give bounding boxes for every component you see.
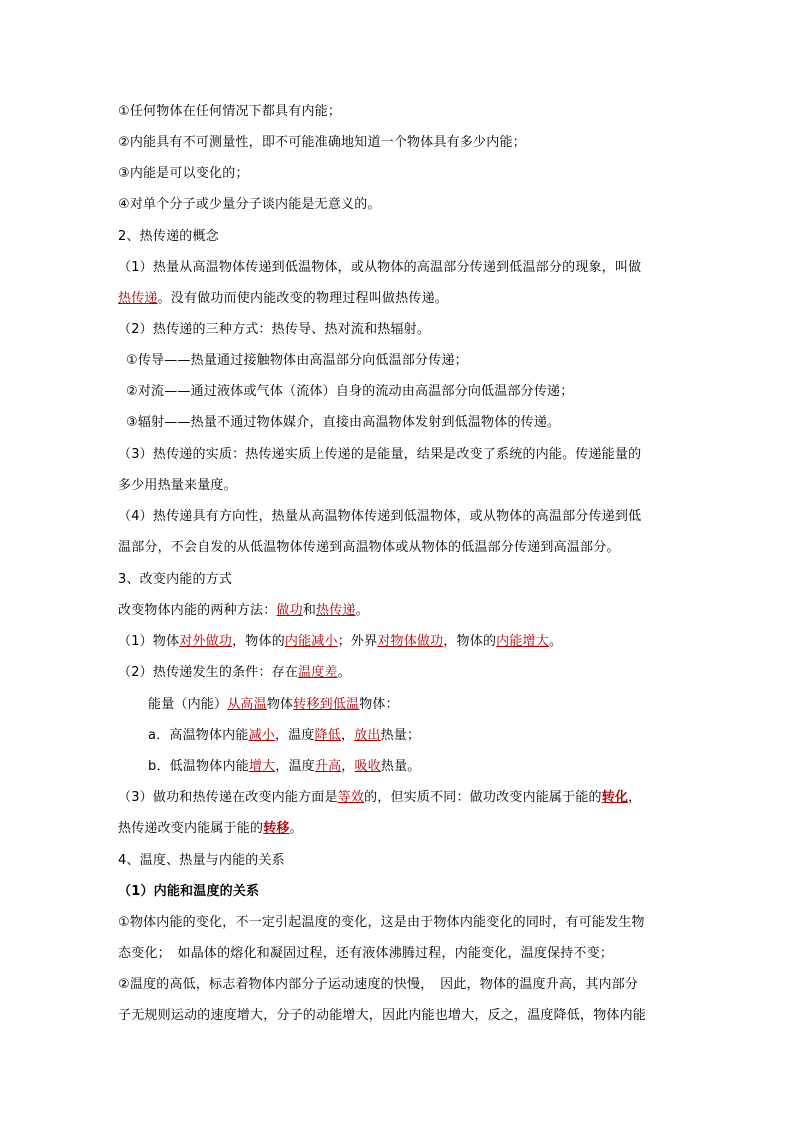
text-span: ；外界: [337, 634, 378, 649]
text-line: 多少用热量来量度。: [118, 478, 237, 493]
text-line: ④对单个分子或少量分子谈内能是无意义的。: [118, 197, 381, 212]
text-span: 热传递改变内能属于能的: [118, 821, 264, 836]
highlight-term: 转移到低温: [293, 697, 360, 712]
text-line: 温部分，不会自发的从低温物体传递到高温物体或从物体的低温部分传递到高温部分。: [118, 540, 620, 555]
text-line: [118, 664, 684, 682]
highlight-term: 做功: [276, 603, 303, 618]
text-line: [118, 789, 684, 807]
text-line: 态变化； 如晶体的熔化和凝固过程，还有液体沸腾过程，内能变化，温度保持不变；: [118, 946, 614, 961]
section-heading: 3、改变内能的方式: [118, 572, 233, 587]
highlight-term: 降低: [314, 728, 341, 743]
text-line: ③内能是可以变化的；: [118, 166, 249, 181]
text-line: （3）热传递的实质：热传递实质上传递的是能量，结果是改变了系统的内能。传递能量的: [118, 447, 642, 462]
text-line: （4）热传递具有方向性，热量从高温物体传递到低温物体，或从物体的高温部分传递到低: [118, 509, 642, 524]
text-line: ③辐射——热量不通过物体媒介，直接由高温物体发射到低温物体的传递。: [126, 415, 561, 430]
text-span: 热量；: [380, 728, 421, 743]
text-line: （1）热量从高温物体传递到低温物体，或从物体的高温部分传递到低温部分的现象，叫做: [118, 260, 642, 275]
text-span: 物体：: [359, 697, 399, 712]
text-line: [118, 602, 684, 620]
text-span: ，物体的: [443, 634, 497, 649]
text-span: 。: [337, 665, 351, 680]
highlight-term: 对外做功: [179, 634, 233, 649]
text-span: 。没有做功而使内能改变的物理过程叫做热传递。: [157, 291, 449, 306]
text-span: 热量。: [380, 759, 421, 774]
text-span: （2）热传递发生的条件：存在: [118, 665, 299, 680]
text-line: [118, 633, 684, 651]
highlight-term: 增大: [248, 759, 276, 774]
subsection-heading: （1）内能和温度的关系: [118, 884, 260, 899]
highlight-term: 热传递: [316, 603, 356, 618]
text-line: ②内能具有不可测量性，即不可能准确地知道一个物体具有多少内能；: [118, 135, 526, 150]
text-span: 。: [548, 634, 563, 649]
text-line: ①任何物体在任何情况下都具有内能；: [118, 104, 342, 119]
text-span: 。: [355, 603, 369, 618]
text-span: ，温度: [274, 728, 315, 743]
text-span: 。: [289, 821, 303, 836]
text-span: 改变物体内能的两种方法：: [118, 603, 277, 618]
text-span: 能量（内能）: [148, 697, 228, 712]
text-span: ，: [628, 790, 642, 805]
highlight-term: 等效: [337, 790, 365, 805]
text-span: ，温度: [275, 759, 315, 774]
text-line: （2）热传递的三种方式：热传导、热对流和热辐射。: [118, 322, 431, 337]
text-line: ②温度的高低，标志着物体内部分子运动速度的快慢， 因此，物体的温度升高，其内部分: [118, 977, 639, 992]
highlight-term: 内能减小: [284, 634, 338, 649]
text-line: [118, 290, 684, 308]
text-span: ，: [341, 759, 355, 774]
highlight-term: 放出: [354, 728, 381, 743]
highlight-term: 从高温: [227, 697, 267, 712]
section-heading: 2、热传递的概念: [118, 229, 219, 244]
text-span: （1）物体: [118, 634, 180, 649]
text-span: （3）做功和热传递在改变内能方面是: [118, 790, 338, 805]
highlight-term: 温度差: [298, 665, 338, 680]
text-span: 的，但实质不同：做功改变内能属于能的: [364, 790, 602, 805]
text-line: [118, 820, 684, 838]
text-line: [148, 696, 684, 714]
highlight-term: 内能增大: [496, 634, 549, 649]
text-line: 子无规则运动的速度增大，分子的动能增大，因此内能也增大，反之，温度降低，物体内能: [118, 1008, 647, 1023]
text-span: ，: [341, 728, 355, 743]
highlight-term: 转移: [263, 821, 290, 836]
text-span: 和: [302, 603, 317, 618]
section-heading: 4、温度、热量与内能的关系: [118, 853, 285, 868]
text-line: ①传导——热量通过接触物体由高温部分向低温部分传递；: [126, 353, 468, 368]
highlight-term: 热传递: [118, 291, 158, 306]
text-line: ①物体内能的变化，不一定引起温度的变化，这是由于物体内能变化的同时，有可能发生物: [118, 915, 645, 930]
highlight-term: 吸收: [354, 759, 381, 774]
text-span: b．低温物体内能: [148, 759, 249, 774]
highlight-term: 对物体做功: [377, 634, 444, 649]
text-span: 物体: [266, 697, 294, 712]
highlight-term: 减小: [248, 728, 275, 743]
text-span: a．高温物体内能: [148, 728, 249, 743]
text-line: ②对流——通过液体或气体（流体）自身的流动由高温部分向低温部分传递；: [126, 384, 574, 399]
text-line: [148, 758, 684, 776]
highlight-term: 升高: [314, 759, 342, 774]
text-line: [148, 727, 684, 745]
text-span: ，物体的: [232, 634, 285, 649]
highlight-term: 转化: [601, 790, 629, 805]
